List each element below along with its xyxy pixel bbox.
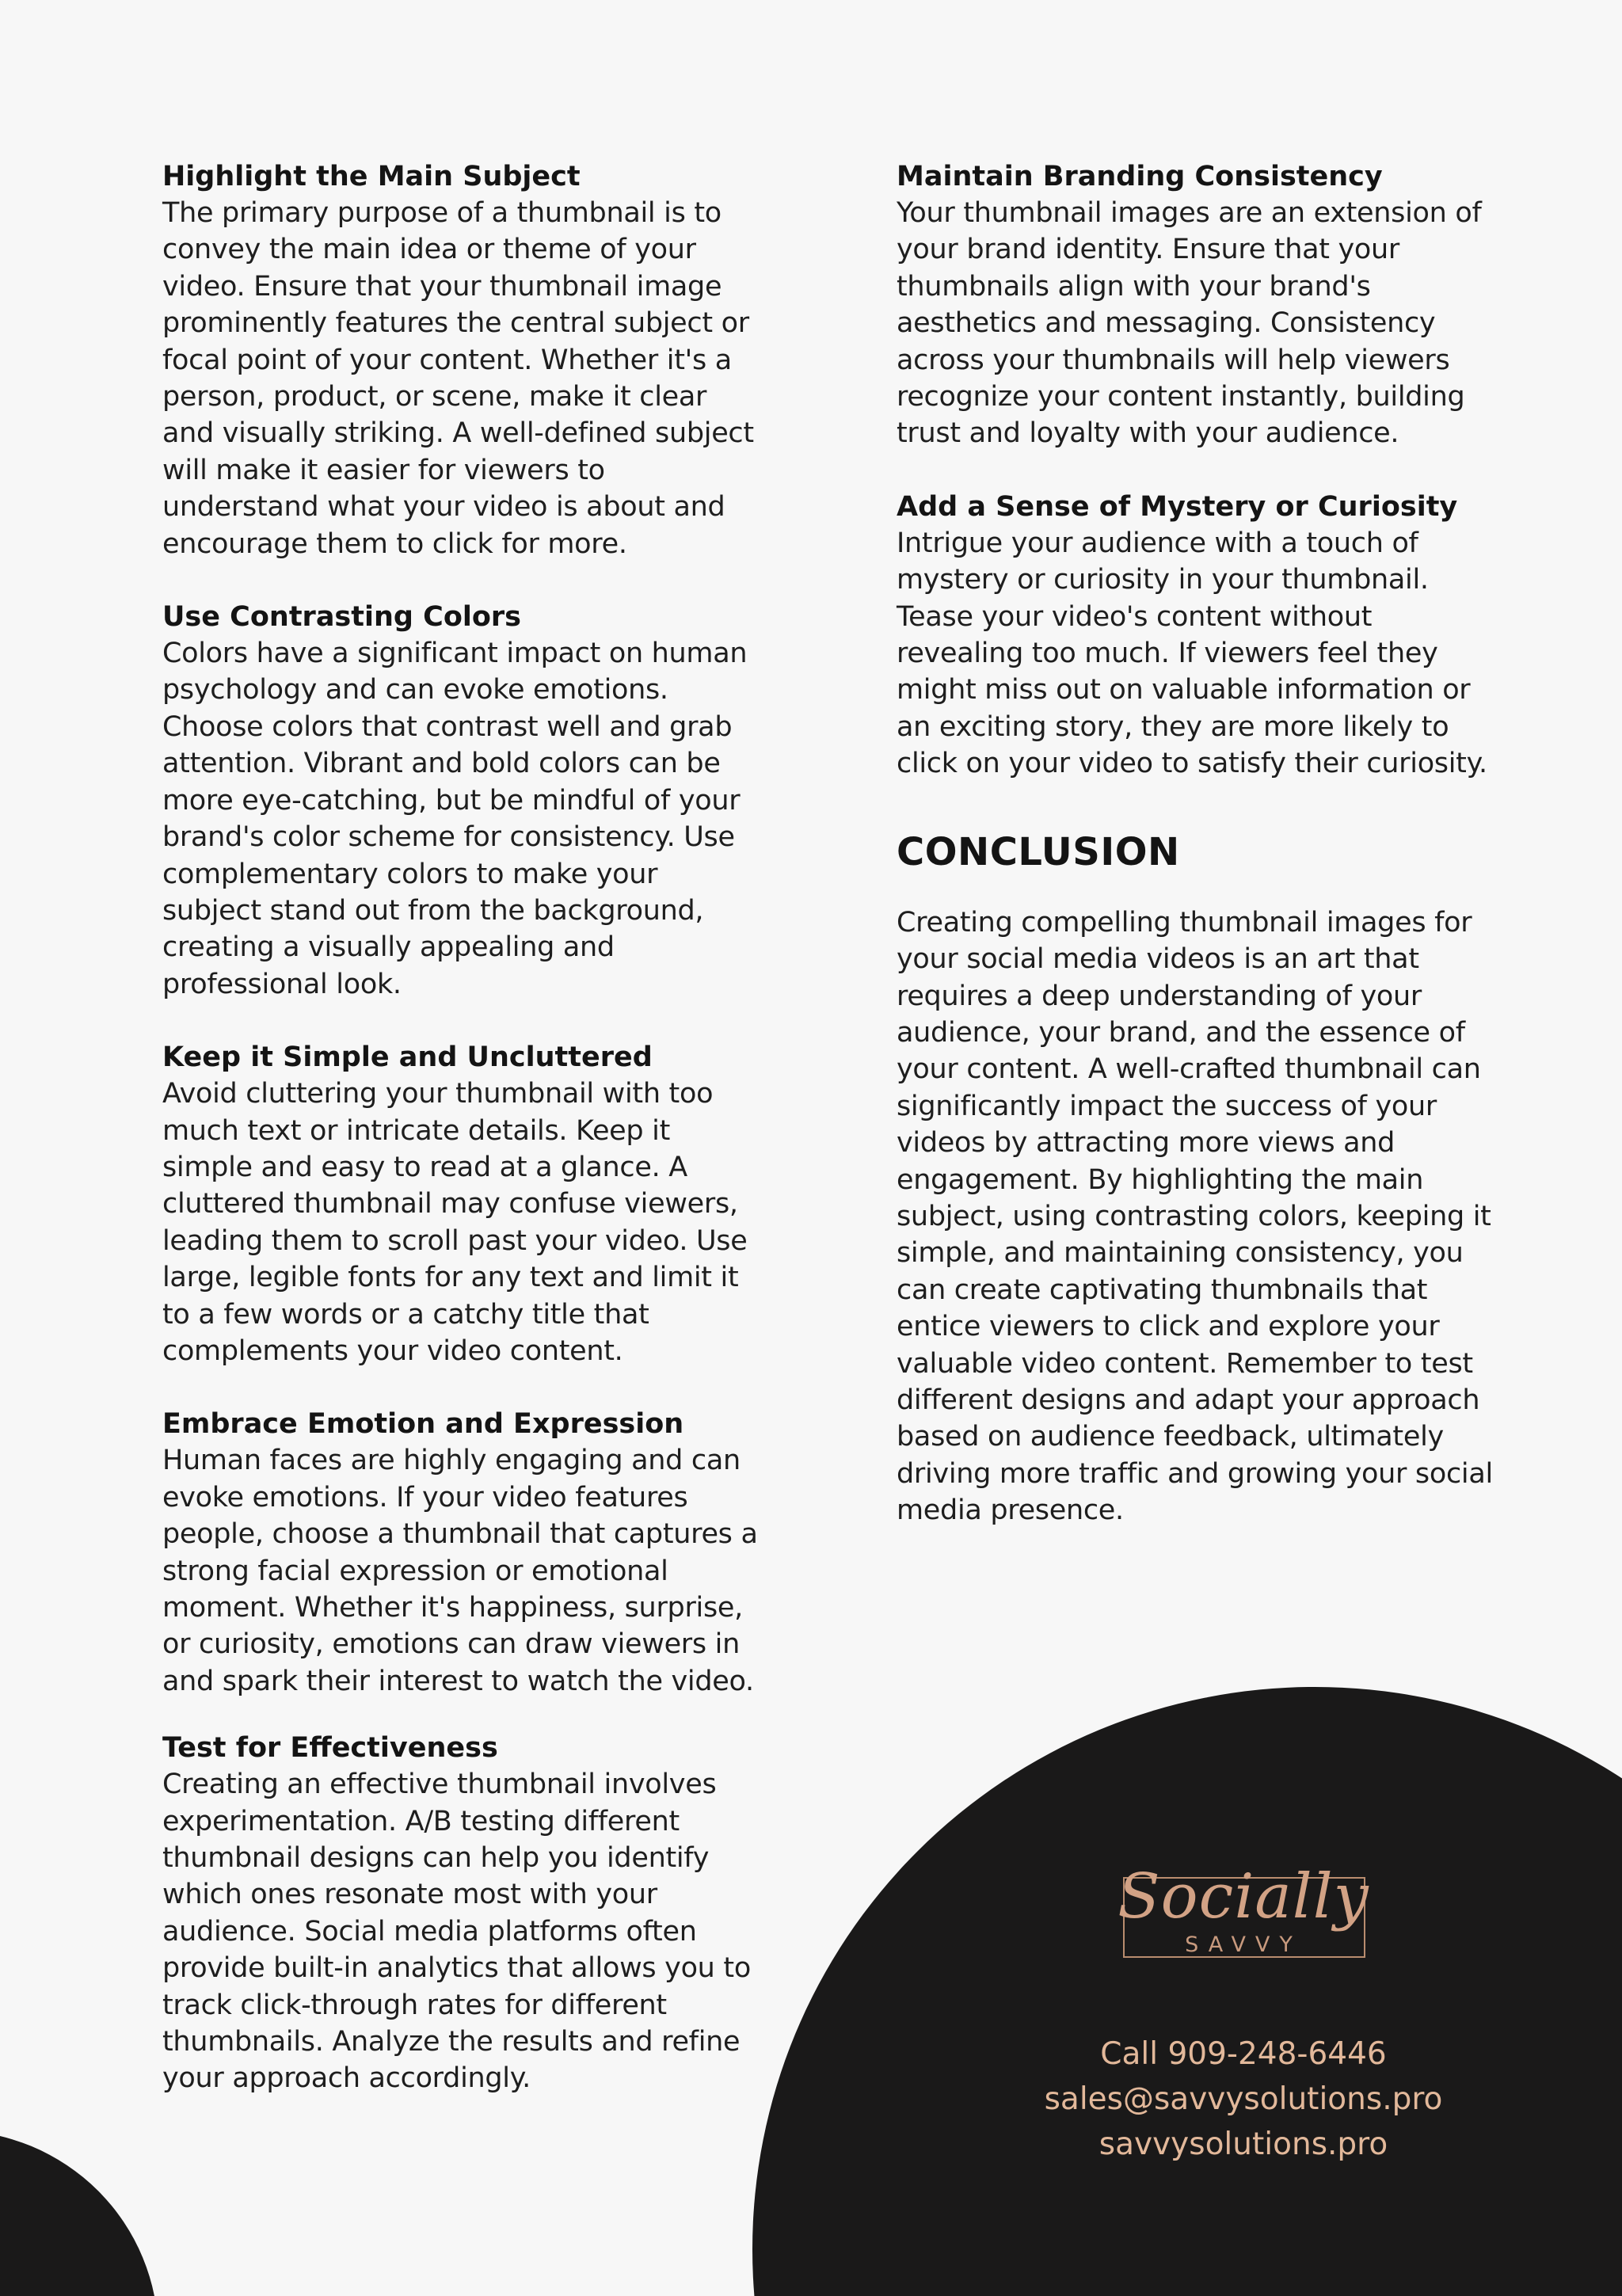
section-heading: Keep it Simple and Uncluttered xyxy=(162,1041,653,1074)
section-body: Human faces are highly engaging and can evoke emotions. If your video features people, choose a thumbnail that captures a strong facial expression or emotional moment. Whether it's happiness, surprise, or curiosity, emotions can draw viewers in and spark their interest to watch the video. xyxy=(162,1445,758,1697)
logo-subtitle: SAVVY xyxy=(1185,1932,1302,1957)
section-body: Avoid cluttering your thumbnail with too much text or intricate details. Keep it simple and easy to read at a glance. A cluttered thumbnail may confuse viewers, leading them to scroll past your video. Use large, legible fonts for any text and limit it to a few words or a catchy title that complements your video content. xyxy=(162,1078,748,1367)
contact-phone[interactable]: Call 909-248-6446 xyxy=(1100,2036,1387,2072)
section-heading: Add a Sense of Mystery or Curiosity xyxy=(897,490,1458,523)
section-body: Your thumbnail images are an extension of your brand identity. Ensure that your thumbnails align with your brand's aesthetics and messaging. Consistency across your thumbnails will help viewers recognize your content instantly, building trust and loyalty with your audience. xyxy=(897,197,1482,450)
section-conclusion xyxy=(897,904,1498,1529)
contact-email[interactable]: sales@savvysolutions.pro xyxy=(1044,2081,1443,2117)
section-test-effectiveness xyxy=(162,1730,764,2097)
conclusion-body: Creating compelling thumbnail images for your social media videos is an art that requires a deep understanding of your audience, your brand, and the essence of your content. A well-crafted thumbnail can significantly impact the success of your videos by attracting more views and engagement. By highlighting the main subject, using contrasting colors, keeping it simple, and maintaining consistency, you can create captivating thumbnails that entice viewers to click and explore your valuable video content. Remember to test different designs and adapt your approach based on audience feedback, ultimately driving more traffic and growing your social media presence. xyxy=(897,906,1493,1527)
section-body: Creating an effective thumbnail involves experimentation. A/B testing different thumbnail designs can help you identify which ones resonate most with your audience. Social media platforms often provide built-in analytics that allows you to track click-through rates for different thumbnails. Analyze the results and refine your approach accordingly. xyxy=(162,1769,751,2095)
decorative-circle-left xyxy=(0,2130,158,2296)
section-mystery-curiosity xyxy=(897,489,1498,782)
section-heading: Embrace Emotion and Expression xyxy=(162,1408,684,1441)
section-heading: Maintain Branding Consistency xyxy=(897,161,1383,192)
left-column xyxy=(162,158,764,2134)
section-keep-simple xyxy=(162,1039,764,1369)
contact-info xyxy=(990,2031,1497,2167)
section-emotion-expression xyxy=(162,1406,764,1700)
section-body: Colors have a significant impact on human psychology and can evoke emotions. Choose colors that contrast well and grab attention. Vibrant and bold colors can be more eye-catching, but be mindful of your brand's color scheme for consistency. Use complementary colors to make your subject stand out from the background, creating a visually appealing and professional look. xyxy=(162,638,748,1000)
section-body: Intrigue your audience with a touch of mystery or curiosity in your thumbnail. Tease your video's content without revealing too much. If viewers feel they might miss out on valuable information or an exciting story, they are more likely to click on your video to satisfy their curiosity. xyxy=(897,527,1487,780)
brand-logo xyxy=(1109,1853,1378,1972)
section-highlight-main-subject xyxy=(162,158,764,562)
logo-script-text: Socially xyxy=(1118,1861,1369,1932)
contact-website[interactable]: savvysolutions.pro xyxy=(1098,2127,1388,2162)
section-heading: Test for Effectiveness xyxy=(162,1732,498,1765)
section-branding-consistency xyxy=(897,158,1498,452)
decorative-circle-right xyxy=(752,1687,1622,2296)
section-contrasting-colors xyxy=(162,599,764,1003)
section-body: The primary purpose of a thumbnail is to convey the main idea or theme of your video. Ensure that your thumbnail image prominently features the central subject or focal point of your content. Whether it's a person, product, or scene, make it clear and visually striking. A well-defined subject will make it easier for viewers to understand what your video is about and encourage them to click for more. xyxy=(162,197,754,560)
section-heading: Highlight the Main Subject xyxy=(162,161,581,192)
right-column xyxy=(897,158,1498,1566)
section-heading: Use Contrasting Colors xyxy=(162,601,522,634)
conclusion-title: CONCLUSION xyxy=(897,829,1180,874)
